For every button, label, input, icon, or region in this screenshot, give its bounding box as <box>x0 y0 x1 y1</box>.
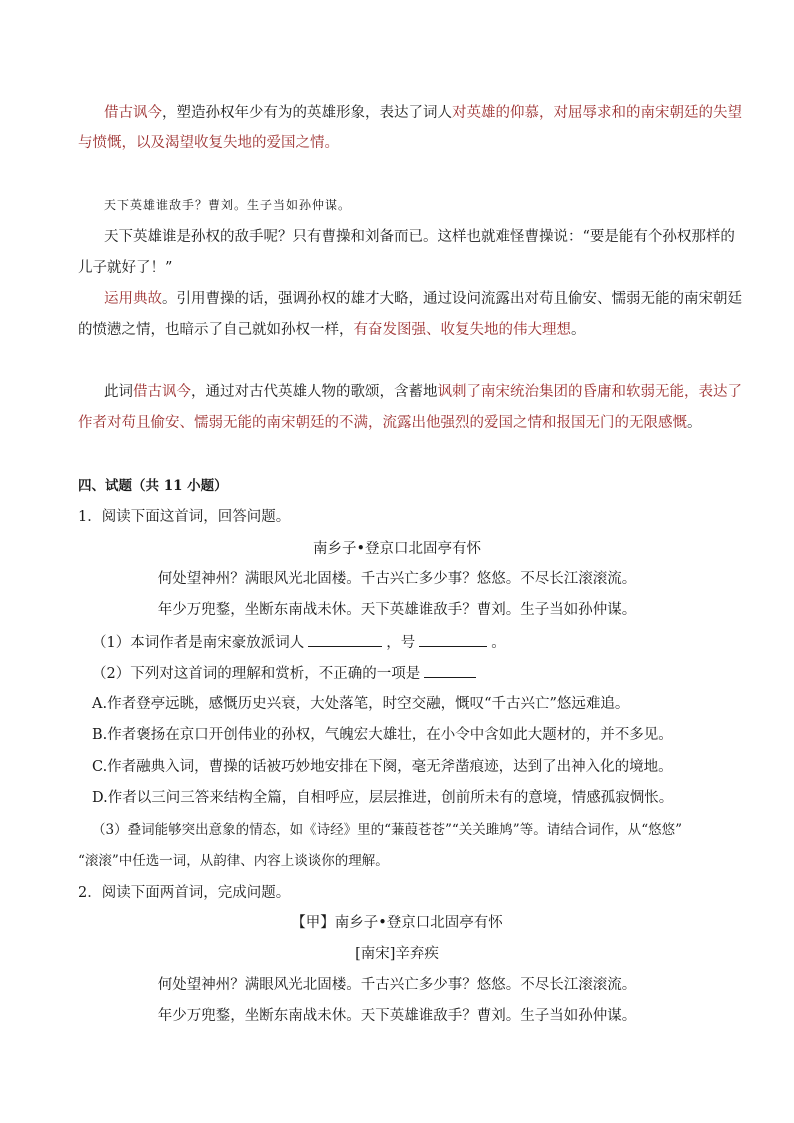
q2-poem-line1: 何处望神州？满眼风光北固楼。千古兴亡多少事？悠悠。不尽长江滚滚流。 <box>157 977 637 993</box>
highlight-text: 对英雄的仰慕，对屈辱求和的南宋朝廷的失望 <box>452 105 742 121</box>
highlight-text: 作者对苟且偷安、懦弱无能的南宋朝廷的不满，流露出他强烈的爱国之情和报国无门的无限感慨 <box>78 415 687 431</box>
text-run: 。引用曹操的话，强调孙权的雄才大略，通过设问流露出对苟且偷安、懦弱无能的南宋朝廷 <box>162 291 742 307</box>
text-run: （2）下列对这首词的理解和赏析，不正确的一项是 <box>92 666 421 682</box>
analysis1-line2: 与愤慨，以及渴望收复失地的爱国之情。 <box>78 135 339 151</box>
translation-line1: 天下英雄谁是孙权的敌手呢？只有曹操和刘备而已。这样也就难怪曹操说：“要是能有个孙权那样的 <box>104 229 735 245</box>
q1-option-c: C.作者融典入词，曹操的话被巧妙地安排在下阕，毫无斧凿痕迹，达到了出神入化的境地。 <box>92 759 673 775</box>
summary-line2 <box>78 413 702 433</box>
q1-poem-line2: 年少万兜鍪，坐断东南战未休。天下英雄谁敌手？曹刘。生子当如孙仲谋。 <box>157 602 637 618</box>
q1-option-a: A.作者登亭远眺，感慨历史兴衰，大处落笔，时空交融，慨叹“千古兴亡”悠远难追。 <box>92 696 630 712</box>
text-run: ，塑造孙权年少有为的英雄形象，表达了词人 <box>162 105 452 121</box>
q1-poem-title: 南乡子•登京口北固亭有怀 <box>312 541 482 557</box>
text-run: 。 <box>491 635 506 651</box>
q2-author: [南宋]辛弃疾 <box>355 946 439 962</box>
section-title: 四、试题（共 11 小题） <box>78 478 228 494</box>
summary-line1 <box>104 382 742 402</box>
analysis2-line2 <box>78 320 586 340</box>
q2-poem-line2: 年少万兜鍪，坐断东南战未休。天下英雄谁敌手？曹刘。生子当如孙仲谋。 <box>157 1008 637 1024</box>
analysis1-line1 <box>104 103 742 123</box>
text-run: ，通过对古代英雄人物的歌颂，含蓄地 <box>191 384 438 400</box>
text-run: 。 <box>687 415 702 431</box>
q1-poem-line1: 何处望神州？满眼风光北固楼。千古兴亡多少事？悠悠。不尽长江滚滚流。 <box>157 571 637 587</box>
text-run: 的愤懑之情，也暗示了自己就如孙权一样， <box>78 322 354 338</box>
text-run: 。 <box>571 322 586 338</box>
answer-blank-author[interactable] <box>308 632 382 647</box>
q1-intro: 1．阅读下面这首词，回答问题。 <box>78 509 291 525</box>
translation-line2: 儿子就好了！” <box>78 260 173 276</box>
highlight-yunyongdiangu: 运用典故 <box>104 291 162 307</box>
q1-option-d: D.作者以三问三答来结构全篇，自相呼应，层层推进，创前所未有的意境，情感孤寂惆怅。 <box>92 790 674 806</box>
highlight-jiegufengjin: 借古讽今 <box>104 105 162 121</box>
q1-sub1 <box>92 632 506 653</box>
answer-blank-choice[interactable] <box>424 663 476 678</box>
highlight-text: 有奋发图强、收复失地的伟大理想 <box>353 322 571 338</box>
text-run: ，号 <box>386 635 416 651</box>
answer-blank-pen-name[interactable] <box>419 632 487 647</box>
q1-sub3-line2: “滚滚”中任选一词，从韵律、内容上谈谈你的理解。 <box>78 853 389 869</box>
text-run: （1）本词作者是南宋豪放派词人 <box>92 635 305 651</box>
analysis2-line1 <box>104 289 742 309</box>
text-run: 此词 <box>104 384 133 400</box>
q1-option-b: B.作者褒扬在京口开创伟业的孙权，气魄宏大雄壮，在小令中含如此大题材的，并不多见。 <box>92 727 673 743</box>
q1-sub2 <box>92 663 480 684</box>
q2-intro: 2．阅读下面两首词，完成问题。 <box>78 885 291 901</box>
q2-poem-title: 【甲】南乡子•登京口北固亭有怀 <box>291 915 503 931</box>
q1-sub3-line1: （3）叠词能够突出意象的情态，如《诗经》里的“蒹葭苍苍”“关关雎鸠”等。请结合词作，从“悠悠” <box>92 822 682 838</box>
quoted-poem-line: 天下英雄谁敌手？曹刘。生子当如孙仲谋。 <box>104 198 352 212</box>
highlight-text: 讽刺了南宋统治集团的昏庸和软弱无能，表达了 <box>437 384 742 400</box>
highlight-text: 借古讽今 <box>133 384 191 400</box>
